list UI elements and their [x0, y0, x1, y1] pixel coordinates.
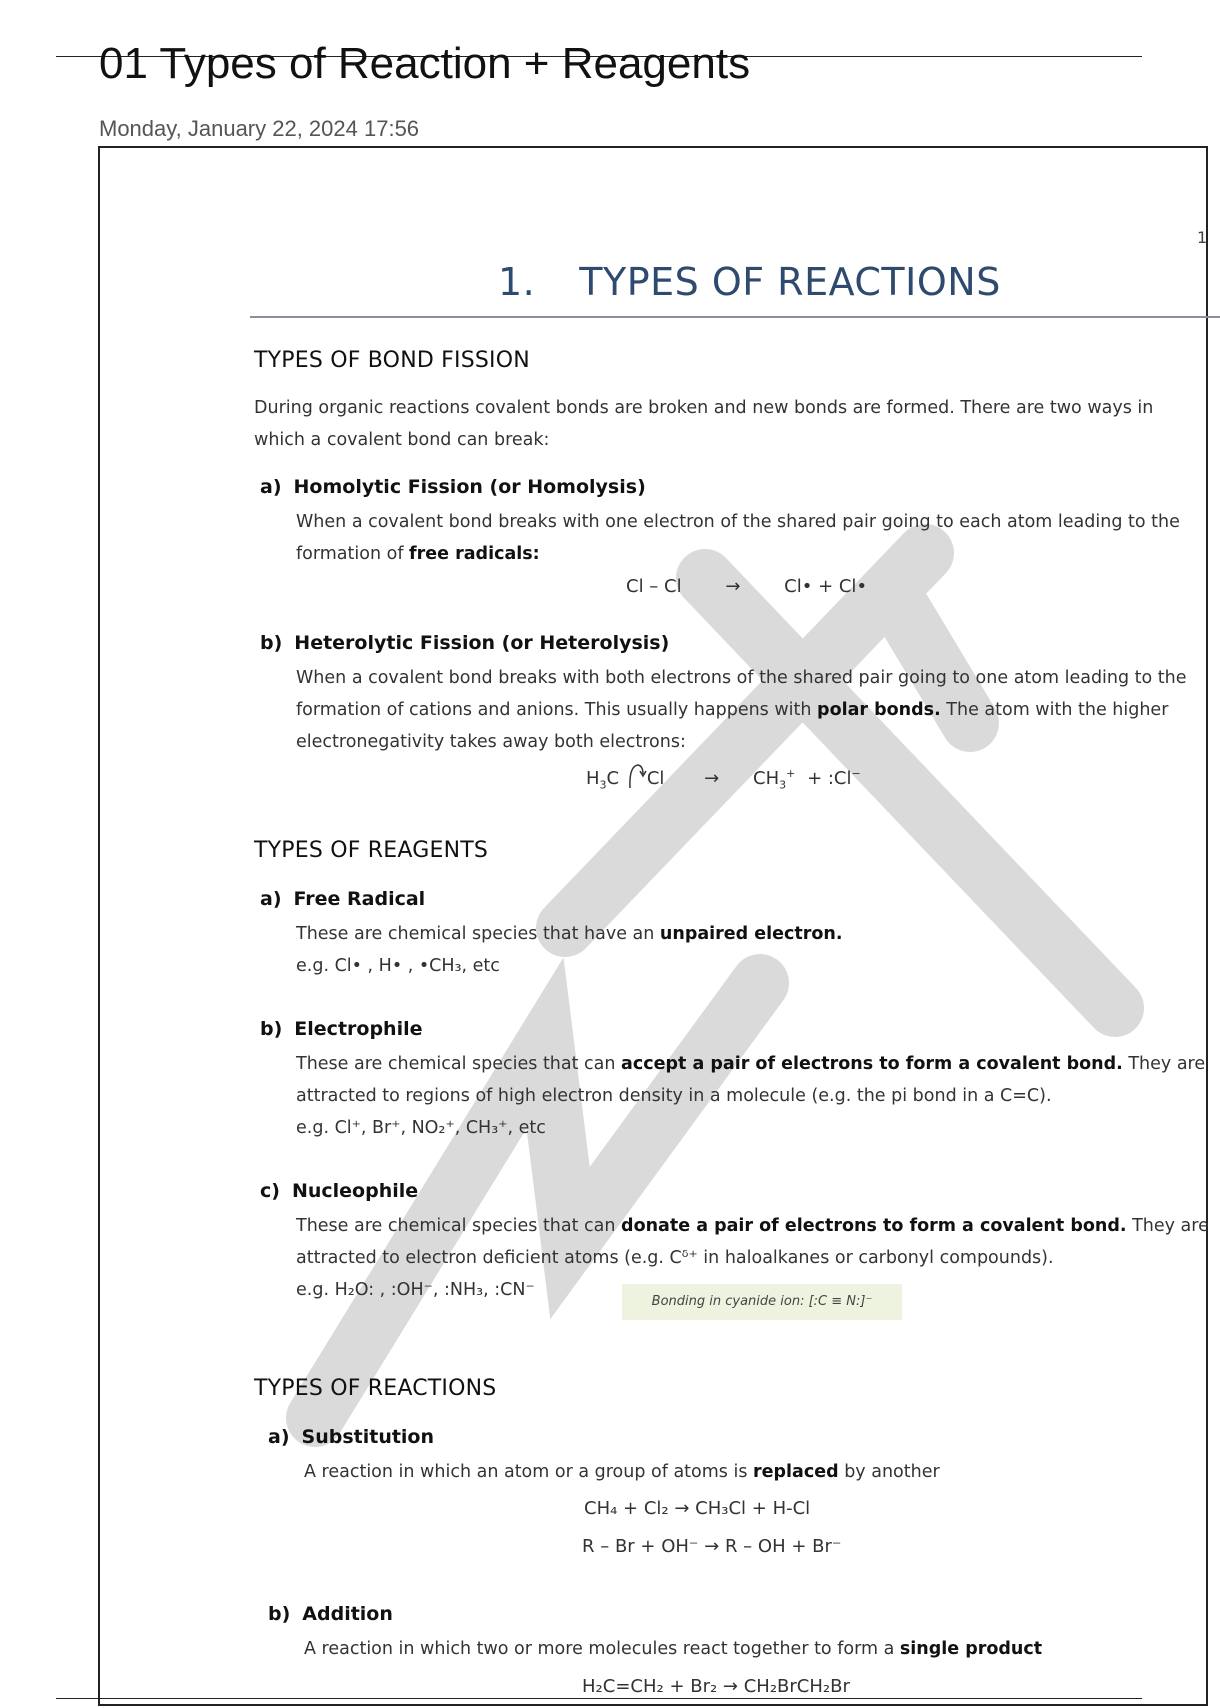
- eq-sub: 3: [599, 778, 607, 792]
- substitution-equation-2: R – Br + OH⁻ → R – OH + Br⁻: [582, 1536, 842, 1557]
- text-bold: single product: [899, 1639, 1043, 1659]
- intro-line: which a covalent bond can break:: [254, 430, 550, 450]
- homolytic-label: [260, 476, 646, 498]
- text-line: [296, 1210, 1209, 1242]
- text-run: A reaction in which two or more molecules react together to form a: [304, 1639, 900, 1659]
- item-title: Electrophile: [294, 1018, 423, 1040]
- electrophile-text: [296, 1048, 1205, 1144]
- text-line: [304, 1456, 940, 1488]
- text-bold: unpaired electron.: [659, 924, 843, 944]
- eq-atom: H: [586, 768, 600, 789]
- addition-label: [268, 1603, 393, 1625]
- eq-atom: Cl: [646, 768, 665, 789]
- item-letter: a): [260, 476, 282, 498]
- text-run: They are: [1122, 1054, 1206, 1074]
- page-number: 1: [1197, 228, 1208, 247]
- text-bold: free radicals:: [409, 544, 540, 564]
- intro-line: During organic reactions covalent bonds are broken and new bonds are formed. There are two ways in: [254, 398, 1154, 418]
- electrophile-label: [260, 1018, 422, 1040]
- reagents-title: TYPES OF REAGENTS: [254, 838, 489, 863]
- bond-fission-intro: [254, 392, 1153, 456]
- eq-left: Cl – Cl: [626, 576, 682, 597]
- heading-number: 1.: [498, 260, 536, 304]
- item-title: Nucleophile: [291, 1180, 419, 1202]
- free-radical-label: [260, 888, 425, 910]
- eq-sub: 3: [779, 778, 787, 792]
- example-line: e.g. H₂O: , :OH⁻, :NH₃, :CN⁻: [296, 1280, 535, 1300]
- heading-text: TYPES OF REACTIONS: [579, 260, 1001, 304]
- eq-charge: +: [786, 767, 796, 780]
- addition-equation-1: H₂C=CH₂ + Br₂ → CH₂BrCH₂Br: [582, 1676, 850, 1697]
- addition-text: [304, 1633, 1042, 1665]
- eq-arrow: →: [704, 768, 720, 789]
- heading-divider: [250, 316, 1220, 318]
- homolytic-text: [296, 506, 1180, 570]
- section-heading: [498, 260, 1001, 304]
- page-date: Monday, January 22, 2024 17:56: [99, 116, 420, 141]
- eq-atom: C: [606, 768, 620, 789]
- text-line: When a covalent bond breaks with one electron of the shared pair going to each atom leading to the: [296, 512, 1180, 532]
- text-line: [296, 918, 843, 950]
- item-title: Homolytic Fission (or Homolysis): [293, 476, 646, 498]
- curly-arrow-icon: [626, 760, 646, 790]
- heterolytic-label: [260, 632, 669, 654]
- text-bold: accept a pair of electrons to form a covalent bond.: [621, 1054, 1123, 1074]
- text-bold: replaced: [753, 1462, 839, 1482]
- text-line: attracted to regions of high electron density in a molecule (e.g. the pi bond in a C=C).: [296, 1086, 1052, 1106]
- item-letter: c): [260, 1180, 280, 1202]
- text-line: [296, 1048, 1205, 1080]
- substitution-text: [304, 1456, 940, 1488]
- text-run: by another: [838, 1462, 940, 1482]
- eq-right: Cl• + Cl•: [784, 576, 868, 597]
- item-letter: b): [268, 1603, 291, 1625]
- text-run: These are chemical species that can: [296, 1054, 622, 1074]
- text-run: A reaction in which an atom or a group of atoms is: [304, 1462, 754, 1482]
- item-letter: a): [268, 1426, 290, 1448]
- substitution-equation-1: CH₄ + Cl₂ → CH₃Cl + H-Cl: [584, 1498, 811, 1519]
- document-image-frame: [98, 146, 1208, 1706]
- text-run: These are chemical species that can: [296, 1216, 622, 1236]
- example-line: e.g. Cl⁺, Br⁺, NO₂⁺, CH₃⁺, etc: [296, 1118, 546, 1138]
- eq-atom: CH: [753, 768, 780, 789]
- item-title: Free Radical: [293, 888, 426, 910]
- text-bold: polar bonds.: [817, 700, 941, 720]
- eq-arrow: →: [725, 576, 741, 597]
- text-line: [296, 694, 1187, 726]
- text-line: [296, 538, 1180, 570]
- text-run: formation of cations and anions. This usually happens with: [296, 700, 818, 720]
- item-title: Heterolytic Fission (or Heterolysis): [294, 632, 670, 654]
- eq-right: + :Cl: [807, 768, 852, 789]
- heterolytic-text: [296, 662, 1187, 758]
- text-run: formation of: [296, 544, 410, 564]
- heterolysis-equation: [586, 760, 861, 792]
- text-run: They are: [1126, 1216, 1209, 1236]
- text-line: attracted to electron deficient atoms (e.g. Cᵟ⁺ in haloalkanes or carbonyl compounds).: [296, 1248, 1054, 1268]
- text-bold: donate a pair of electrons to form a covalent bond.: [621, 1216, 1127, 1236]
- eq-charge: −: [851, 767, 861, 780]
- item-letter: a): [260, 888, 282, 910]
- bottom-rule: [56, 1698, 1142, 1699]
- example-line: e.g. Cl• , H• , •CH₃, etc: [296, 956, 500, 976]
- homolysis-equation: [626, 576, 867, 597]
- nucleophile-label: [260, 1180, 418, 1202]
- substitution-label: [268, 1426, 434, 1448]
- text-line: [304, 1633, 1042, 1665]
- free-radical-text: [296, 918, 843, 982]
- text-run: The atom with the higher: [940, 700, 1169, 720]
- page-title: 01 Types of Reaction + Reagents: [99, 39, 751, 88]
- text-line: When a covalent bond breaks with both electrons of the shared pair going to one atom leading to the: [296, 668, 1187, 688]
- item-title: Addition: [302, 1603, 393, 1625]
- text-line: electronegativity takes away both electrons:: [296, 732, 686, 752]
- reactions-title: TYPES OF REACTIONS: [254, 1376, 497, 1401]
- cyanide-note: Bonding in cyanide ion: [:C ≡ N:]⁻: [622, 1284, 902, 1320]
- item-letter: b): [260, 632, 283, 654]
- bond-fission-title: TYPES OF BOND FISSION: [254, 348, 530, 373]
- item-letter: b): [260, 1018, 283, 1040]
- text-run: These are chemical species that have an: [296, 924, 660, 944]
- item-title: Substitution: [301, 1426, 435, 1448]
